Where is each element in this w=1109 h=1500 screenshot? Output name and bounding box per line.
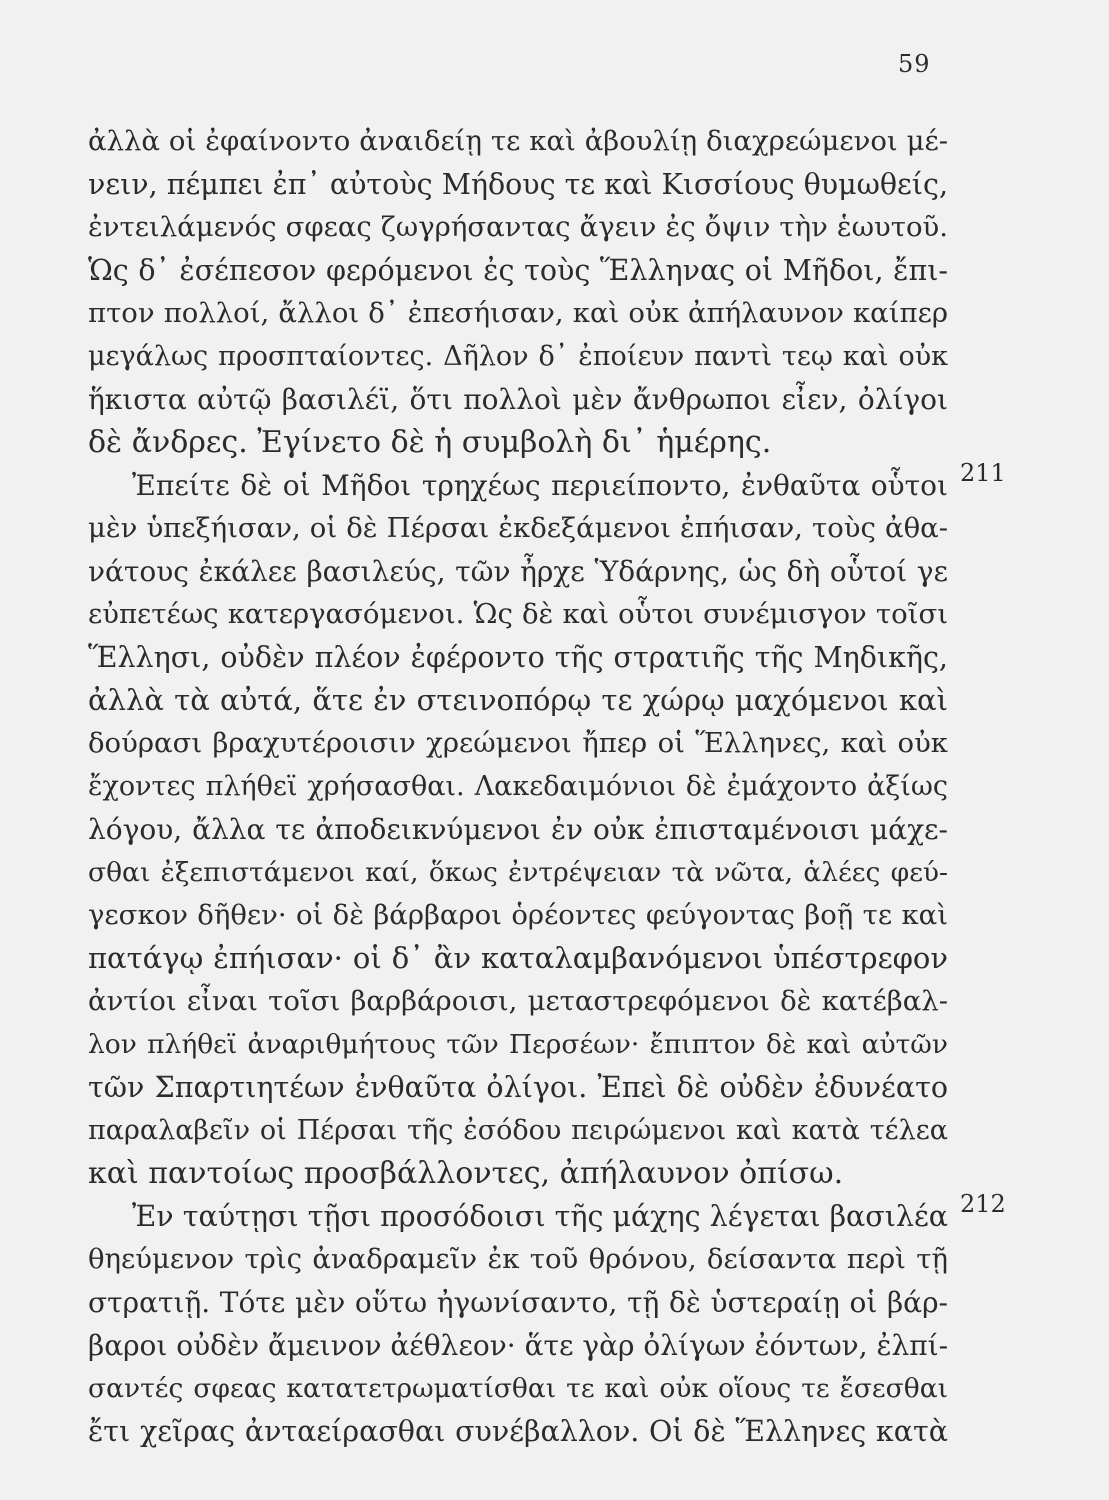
text-line-content: ἔχοντες πλήθεϊ χρήσασθαι. Λακεδαιμόνιοι δὲ ἐμάχοντο ἀξίως <box>88 771 948 802</box>
text-line <box>88 636 948 679</box>
text-line <box>88 249 948 292</box>
text-line <box>88 163 948 206</box>
text-line <box>88 459 1006 507</box>
text-line-content: ἐντειλάμενός σφεας ζωγρήσαντας ἄγειν ἐς ὄψιν τὴν ἑωυτοῦ. <box>88 211 948 243</box>
text-line <box>88 206 948 249</box>
text-line-content: θηεύμενον τρὶς ἀναδραμεῖν ἐκ τοῦ θρόνου, δείσαντα περὶ τῇ <box>88 1243 948 1275</box>
text-line <box>88 1324 948 1367</box>
body-text <box>88 120 1006 1453</box>
text-line-content: Ἐπείτε δὲ οἱ Μῆδοι τρηχέως περιείποντο, ἐνθαῦτα οὗτοι <box>132 469 948 502</box>
text-line <box>88 1109 948 1152</box>
text-line <box>88 894 948 937</box>
text-line-content: στρατιῇ. Τότε μὲν οὕτω ἠγωνίσαντο, τῇ δὲ ὑστεραίῃ οἱ βάρ- <box>88 1286 948 1319</box>
text-line <box>88 292 948 335</box>
text-line-content: βαροι οὐδὲν ἄμεινον ἀέθλεον· ἅτε γὰρ ὀλίγων ἐόντων, ἐλπί- <box>88 1329 949 1362</box>
section-number: 212 <box>960 1190 1006 1218</box>
text-line-content: σθαι ἐξεπιστάμενοι καί, ὅκως ἐντρέψειαν τὰ νῶτα, ἁλέες φεύ- <box>88 857 948 888</box>
text-line <box>88 335 948 378</box>
text-line <box>88 851 948 894</box>
text-line-content: Ἐν ταύτῃσι τῇσι προσόδοισι τῆς μάχης λέγεται βασιλέα <box>132 1200 948 1233</box>
text-line-content: ἔτι χεῖρας ἀνταείρασθαι συνέβαλλον. Οἱ δὲ Ἕλληνες κατὰ <box>88 1415 948 1448</box>
text-line-content: ἀντίοι εἶναι τοῖσι βαρβάροισι, μεταστρεφόμενοι δὲ κατέβαλ- <box>88 985 948 1017</box>
text-line-content: δούρασι βραχυτέροισιν χρεώμενοι ἤπερ οἱ Ἕλληνες, καὶ οὐκ <box>88 727 948 759</box>
text-line-content: Ὡς δ᾽ ἐσέπεσον φερόμενοι ἐς τοὺς Ἕλληνας οἱ Μῆδοι, ἔπι- <box>88 254 948 287</box>
text-line-content: καὶ παντοίως προσβάλλοντες, ἀπήλαυνον ὀπίσω. <box>88 1156 844 1191</box>
text-line-content: μεγάλως προσπταίοντες. Δῆλον δ᾽ ἐποίευν παντὶ τεῳ καὶ οὐκ <box>88 341 948 372</box>
text-line-content: σαντές σφεας κατατετρωματίσθαι τε καὶ οὐκ οἵους τε ἔσεσθαι <box>88 1373 948 1404</box>
text-line <box>88 1410 948 1453</box>
text-line <box>88 1238 948 1281</box>
text-line-content: λον πλήθεϊ ἀναριθμήτους τῶν Περσέων· ἔπιπτον δὲ καὶ αὐτῶν <box>88 1029 948 1060</box>
text-line <box>88 1066 948 1109</box>
page-number: 59 <box>898 50 931 78</box>
text-line <box>88 1023 948 1066</box>
text-line <box>88 378 948 421</box>
text-line-content: εὐπετέως κατεργασόμενοι. Ὡς δὲ καὶ οὗτοι συνέμισγον τοῖσι <box>88 598 948 630</box>
text-line <box>88 980 948 1023</box>
text-line-content: πατάγῳ ἐπήισαν· οἱ δ᾽ ἂν καταλαμβανόμενοι ὑπέστρεφον <box>88 941 948 975</box>
text-line-content: λόγου, ἄλλα τε ἀποδεικνύμενοι ἐν οὐκ ἐπισταμένοισι μάχε- <box>88 813 948 846</box>
text-line <box>88 722 948 765</box>
text-line-content: δὲ ἄνδρες. Ἐγίνετο δὲ ἡ συμβολὴ δι᾽ ἡμέρης. <box>88 425 772 460</box>
text-line-content: νάτους ἐκάλεε βασιλεύς, τῶν ἦρχε Ὑδάρνης, ὡς δὴ οὗτοί γε <box>88 555 948 588</box>
text-line <box>88 1367 948 1410</box>
text-line <box>88 765 948 808</box>
text-line <box>88 593 948 636</box>
text-line-content: νειν, πέμπει ἐπ᾽ αὐτοὺς Μήδους τε καὶ Κισσίους θυμωθείς, <box>88 168 948 201</box>
text-line <box>88 421 948 464</box>
text-line-content: Ἕλλησι, οὐδὲν πλέον ἐφέροντο τῆς στρατιῆς τῆς Μηδικῆς, <box>88 641 948 674</box>
section-number: 211 <box>960 459 1006 487</box>
text-line <box>88 679 948 722</box>
text-line <box>88 937 948 980</box>
text-line-content: πτον πολλοί, ἄλλοι δ᾽ ἐπεσήισαν, καὶ οὐκ ἀπήλαυνον καίπερ <box>88 297 948 329</box>
text-line <box>88 808 948 851</box>
text-line-content: γεσκον δῆθεν· οἱ δὲ βάρβαροι ὁρέοντες φεύγοντας βοῇ τε καὶ <box>88 899 948 931</box>
text-line <box>88 1281 948 1324</box>
text-line-content: παραλαβεῖν οἱ Πέρσαι τῆς ἐσόδου πειρώμενοι καὶ κατὰ τέλεα <box>88 1115 948 1146</box>
text-line <box>88 550 948 593</box>
text-line-content: τῶν Σπαρτιητέων ἐνθαῦτα ὀλίγοι. Ἐπεὶ δὲ οὐδὲν ἐδυνέατο <box>88 1071 948 1104</box>
text-line-content: μὲν ὑπεξήισαν, οἱ δὲ Πέρσαι ἐκδεξάμενοι ἐπήισαν, τοὺς ἀθα- <box>88 512 948 544</box>
text-line <box>88 507 948 550</box>
text-line <box>88 1152 948 1195</box>
text-line-content: ἀλλὰ τὰ αὐτά, ἅτε ἐν στεινοπόρῳ τε χώρῳ μαχόμενοι καὶ <box>88 683 948 717</box>
text-line <box>88 1190 1006 1238</box>
text-line-content: ἥκιστα αὐτῷ βασιλέϊ, ὅτι πολλοὶ μὲν ἄνθρωποι εἶεν, ὀλίγοι <box>88 383 948 416</box>
text-line-content: ἀλλὰ οἱ ἐφαίνοντο ἀναιδείῃ τε καὶ ἀβουλίῃ διαχρεώμενοι μέ- <box>88 125 948 157</box>
text-line <box>88 120 948 163</box>
